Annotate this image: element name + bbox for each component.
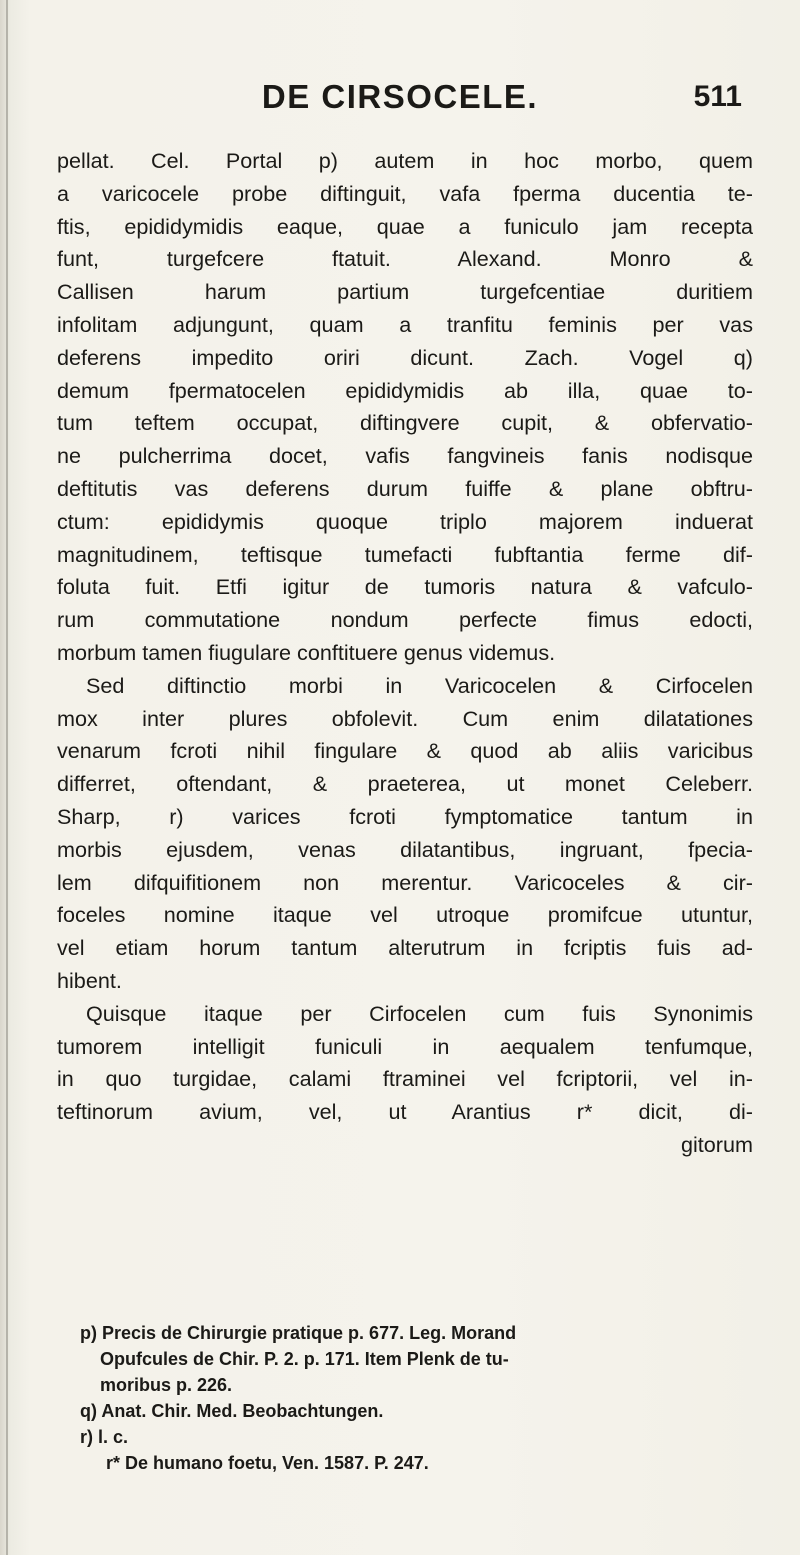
text-line: a varicocele probe diftinguit, vafa fperma ducentia te- (57, 180, 753, 206)
text-line: morbum tamen fiugulare conftituere genus videmus. (57, 639, 556, 665)
text-line: teftinorum avium, vel, ut Arantius r* dicit, di- (57, 1099, 753, 1125)
footnote-r-star: r* De humano foetu, Ven. 1587. P. 247. (106, 1453, 429, 1473)
page-gutter-edge (6, 0, 8, 1555)
text-line: Quisque itaque per Cirfocelen cum fuis Synonimis (86, 1000, 753, 1026)
text-line: tumorem intelligit funiculi in aequalem tenfumque, (57, 1033, 753, 1059)
text-line: deferens impedito oriri dicunt. Zach. Vogel q) (57, 344, 753, 370)
text-line: ctum: epididymis quoque triplo majorem induerat (57, 508, 753, 534)
text-line: tum teftem occupat, diftingvere cupit, & obfervatio- (57, 410, 753, 436)
catchword: gitorum (680, 1131, 753, 1157)
text-line: venarum fcroti nihil fingulare & quod ab aliis varicibus (57, 738, 753, 764)
footnote-p-continuation: moribus p. 226. (100, 1375, 233, 1395)
text-line: Sharp, r) varices fcroti fymptomatice tantum in (57, 803, 753, 829)
text-line: Sed diftinctio morbi in Varicocelen & Cirfocelen (86, 672, 753, 698)
text-line: demum fpermatocelen epididymidis ab illa, quae to- (57, 377, 753, 403)
text-line: foluta fuit. Etfi igitur de tumoris natura & vafculo- (57, 574, 753, 600)
page-number: 511 (693, 80, 742, 113)
text-line: funt, turgefcere ftatuit. Alexand. Monro & (57, 246, 753, 272)
footnote-p: p) Precis de Chirurgie pratique p. 677. Leg. Morand (80, 1323, 517, 1343)
text-line: ne pulcherrima docet, vafis fangvineis fanis nodisque (57, 443, 753, 469)
footnote-q: q) Anat. Chir. Med. Beobachtungen. (80, 1401, 384, 1421)
text-line: vel etiam horum tantum alterutrum in fcriptis fuis ad- (57, 935, 753, 961)
text-line: differret, oftendant, & praeterea, ut monet Celeberr. (57, 771, 753, 797)
text-line: deftitutis vas deferens durum fuiffe & plane obftru- (57, 475, 753, 501)
footnote-p-continuation: Opufcules de Chir. P. 2. p. 171. Item Plenk de tu- (100, 1349, 509, 1369)
footnote-r: r) l. c. (80, 1427, 129, 1447)
text-line: mox inter plures obfolevit. Cum enim dilatationes (57, 705, 753, 731)
text-line: pellat. Cel. Portal p) autem in hoc morbo, quem (57, 148, 753, 173)
text-line: Callisen harum partium turgefcentiae duritiem (57, 279, 753, 305)
text-line: foceles nomine itaque vel utroque promifcue utuntur, (57, 902, 753, 928)
running-head: DE CIRSOCELE. (261, 78, 539, 115)
text-line: ftis, epididymidis eaque, quae a funiculo jam recepta (57, 213, 753, 239)
page-header (0, 78, 800, 128)
body-text (57, 145, 753, 1162)
text-line: hibent. (57, 967, 122, 993)
text-line: in quo turgidae, calami ftraminei vel fcriptorii, vel in- (57, 1066, 753, 1092)
text-line: morbis ejusdem, venas dilatantibus, ingruant, fpecia- (57, 836, 753, 862)
text-line: lem difquifitionem non merentur. Varicoceles & cir- (57, 869, 753, 895)
text-line: infolitam adjungunt, quam a tranfitu feminis per vas (57, 311, 753, 337)
text-line: rum commutatione nondum perfecte fimus edocti, (57, 607, 753, 633)
footnotes (80, 1320, 740, 1476)
text-line: magnitudinem, teftisque tumefacti fubftantia ferme dif- (57, 541, 753, 567)
